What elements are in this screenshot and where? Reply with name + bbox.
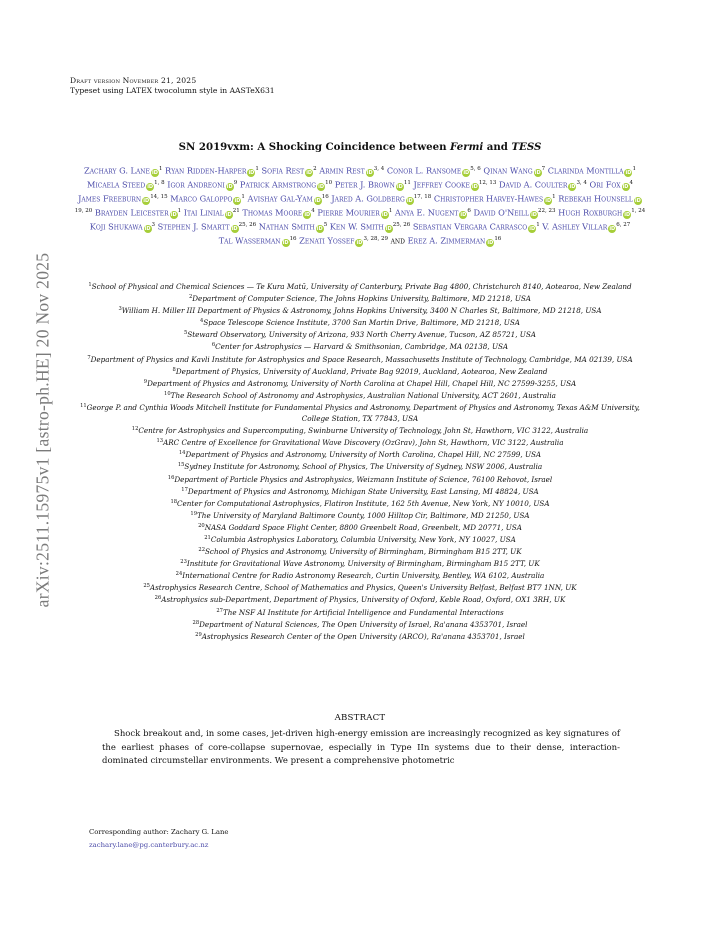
author-affiliation-marker: 4 — [311, 208, 315, 214]
orcid-icon[interactable]: iD — [366, 170, 373, 176]
affiliation-item — [70, 545, 650, 557]
author-affiliation-marker: 3, 28, 29 — [363, 236, 388, 242]
affiliation-item — [70, 569, 650, 581]
affiliation-number: 16 — [167, 474, 175, 481]
orcid-icon[interactable]: iD — [531, 212, 537, 218]
author-name[interactable]: Zachary G. Lane — [84, 165, 150, 176]
author-name[interactable]: Brayden Leicester — [94, 207, 169, 218]
orcid-icon[interactable]: iD — [396, 184, 403, 190]
affiliation-text: Department of Physics and Astronomy, University of North Carolina, Chapel Hill, NC 27599, USA — [185, 450, 542, 460]
author-affiliation-marker: 1, 8 — [154, 180, 165, 186]
orcid-icon[interactable]: iD — [152, 170, 158, 176]
affiliation-text: William H. Miller III Department of Physics & Astronomy, Johns Hopkins University, 3400 N Charles St, Baltimore, MD 21218, USA — [121, 306, 602, 316]
affiliation-text: George P. and Cynthia Woods Mitchell Institute for Fundamental Physics and Astronomy, Department of Physics and Astronomy, Texas A&M University, College Station, TX 77843, USA — [86, 402, 640, 424]
author-name[interactable]: Sofia Rest — [261, 165, 305, 176]
author-affiliation-marker: 17, 18 — [413, 194, 432, 200]
author-affiliation-marker: 9 — [233, 180, 238, 186]
affiliation-text: Space Telescope Science Institute, 3700 San Martin Drive, Baltimore, MD 21218, USA — [203, 318, 520, 328]
author-name[interactable]: Hugh Roxburgh — [558, 207, 623, 218]
orcid-icon[interactable]: iD — [622, 184, 629, 190]
affiliation-text: The Research School of Astronomy and Astrophysics, Australian National University, ACT 2601, Australia — [170, 390, 556, 400]
author-affiliation-marker: 16 — [321, 194, 329, 200]
affiliation-text: School of Physics and Astronomy, University of Birmingham, Birmingham B15 2TT, UK — [205, 547, 522, 557]
affiliation-item — [70, 606, 650, 618]
author-affiliation-marker: 5, 6 — [470, 166, 481, 172]
orcid-icon[interactable]: iD — [406, 198, 413, 204]
affiliation-item — [70, 509, 650, 521]
affiliation-number: 10 — [164, 390, 171, 397]
affiliation-item — [70, 448, 650, 460]
affiliation-item — [70, 316, 650, 328]
orcid-icon[interactable]: iD — [226, 184, 233, 190]
orcid-icon[interactable]: iD — [471, 184, 478, 190]
orcid-icon[interactable]: iD — [225, 212, 232, 218]
arxiv-stamp-text: arXiv:2511.15975v1 [astro-ph.HE] 20 Nov 2025 — [32, 252, 53, 608]
affiliation-number: 28 — [192, 619, 200, 626]
orcid-icon[interactable]: iD — [529, 226, 536, 232]
affiliation-number: 20 — [198, 522, 205, 529]
author-name[interactable]: Rebekah Hounsell — [558, 193, 633, 204]
author-affiliation-marker: 19, 20 — [74, 208, 93, 214]
affiliation-item — [70, 280, 650, 292]
corresponding-author-footnote — [89, 826, 229, 852]
orcid-icon[interactable]: iD — [624, 212, 631, 218]
affiliation-text: Department of Particle Physics and Astrophysics, Weizmann Institute of Science, 76100 Rehovot, Israel — [174, 474, 553, 484]
affiliation-item — [70, 473, 650, 485]
author-affiliation-marker: 11 — [403, 180, 411, 186]
author-name[interactable]: Erez A. Zimmerman — [407, 235, 486, 246]
author-name[interactable]: Marco Galoppo — [170, 193, 233, 204]
author-name[interactable]: Koji Shukawa — [89, 221, 143, 232]
author-list — [74, 163, 646, 247]
corresponding-author-email[interactable]: zachary.lane@pg.canterbury.ac.nz — [89, 841, 209, 849]
author-affiliation-marker: 12, 13 — [478, 180, 497, 186]
author-affiliation-marker: 1 — [158, 166, 163, 172]
author-affiliation-marker: 1 — [241, 194, 245, 200]
author-affiliation-marker: 3 — [151, 222, 156, 228]
orcid-icon[interactable]: iD — [147, 184, 154, 190]
affiliation-number: 17 — [181, 486, 188, 493]
author-affiliation-marker: 14, 15 — [150, 194, 168, 200]
author-name[interactable]: Tal Wasserman — [218, 235, 281, 246]
affiliation-item — [70, 424, 650, 436]
orcid-icon[interactable]: iD — [318, 184, 325, 190]
author-name[interactable]: Conor L. Ransome — [386, 165, 462, 176]
author-affiliation-marker: 21 — [232, 208, 240, 214]
author-name[interactable]: Thomas Moore — [242, 207, 303, 218]
affiliation-number: 8 — [172, 366, 176, 373]
author-affiliation-marker: 16 — [494, 236, 502, 242]
affiliation-item — [70, 618, 650, 630]
orcid-icon[interactable]: iD — [282, 240, 289, 246]
affiliation-item — [70, 401, 650, 424]
author-affiliation-marker: 1 — [552, 194, 556, 200]
affiliation-text: Department of Computer Science, The Johns Hopkins University, Baltimore, MD 21218, USA — [192, 294, 531, 304]
author-affiliation-marker: 1, 24 — [631, 208, 646, 214]
author-affiliation-marker: 1 — [177, 208, 182, 214]
author-name[interactable]: Ryan Ridden-Harper — [165, 165, 247, 176]
affiliation-item — [70, 533, 650, 545]
affiliation-item — [70, 436, 650, 448]
affiliation-text: International Centre for Radio Astronomy Research, Curtin University, Bentley, WA 6102, Australia — [182, 571, 545, 581]
orcid-icon[interactable]: iD — [545, 198, 552, 204]
author-affiliation-marker: 25, 26 — [238, 222, 257, 228]
orcid-icon[interactable]: iD — [460, 212, 467, 218]
affiliation-number: 26 — [154, 595, 162, 602]
author-affiliation-marker: 10 — [325, 180, 333, 186]
orcid-icon[interactable]: iD — [487, 240, 494, 246]
orcid-icon[interactable]: iD — [304, 212, 311, 218]
affiliation-text: Astrophysics Research Center of the Open University (ARCO), Ra'anana 4353701, Israel — [201, 631, 525, 641]
affiliation-number: 5 — [184, 330, 188, 337]
orcid-icon[interactable]: iD — [143, 198, 150, 204]
author-affiliation-marker: 1 — [632, 166, 636, 172]
affiliation-number: 6 — [211, 342, 216, 349]
author-name[interactable]: Igor Andreoni — [167, 179, 225, 190]
author-affiliation-marker: 2 — [313, 166, 317, 172]
author-name[interactable]: Ori Fox — [589, 179, 621, 190]
author-affiliation-marker: 6 — [467, 208, 471, 214]
orcid-icon[interactable]: iD — [609, 226, 616, 232]
author-name[interactable]: Qinan Wang — [483, 165, 533, 176]
affiliation-number: 1 — [88, 282, 92, 288]
affiliation-item — [70, 460, 650, 472]
orcid-icon[interactable]: iD — [231, 226, 238, 232]
affiliation-text: The NSF AI Institute for Artificial Intelligence and Fundamental Interactions — [222, 607, 504, 617]
affiliation-number: 27 — [216, 607, 223, 614]
affiliation-text: Columbia Astrophysics Laboratory, Columbia University, New York, NY 10027, USA — [210, 534, 516, 544]
author-affiliation-marker: 4 — [629, 180, 634, 186]
author-affiliation-marker: 6, 27 — [616, 222, 631, 228]
orcid-icon[interactable]: iD — [248, 170, 255, 176]
author-name[interactable]: Jared A. Goldberg — [331, 193, 405, 204]
affiliation-number: 22 — [198, 547, 205, 554]
orcid-icon[interactable]: iD — [234, 198, 241, 204]
affiliation-number: 2 — [188, 294, 193, 301]
affiliation-text: Institute for Gravitational Wave Astronomy, University of Birmingham, Birmingham B15 2TT, UK — [186, 559, 540, 569]
affiliation-item — [70, 485, 650, 497]
arxiv-stamp[interactable] — [31, 230, 55, 630]
orcid-icon[interactable]: iD — [316, 226, 323, 232]
affiliation-number: 4 — [200, 318, 204, 325]
author-name[interactable]: Itai Linial — [183, 207, 224, 218]
author-name[interactable]: Jeffrey Cooke — [413, 179, 470, 190]
author-name[interactable]: Nathan Smith — [258, 221, 315, 232]
affiliation-text: Department of Physics and Kavli Institute for Astrophysics and Space Research, Massachusetts Institute of Technology, Cambridge, MA 02139, USA — [90, 354, 633, 364]
author-name[interactable]: Clarinda Montilla — [547, 165, 624, 176]
orcid-icon[interactable]: iD — [170, 212, 177, 218]
affiliation-item — [70, 630, 650, 642]
author-name[interactable]: Anya E. Nugent — [394, 207, 459, 218]
orcid-icon[interactable]: iD — [381, 212, 388, 218]
author-name[interactable]: Stephen J. Smartt — [157, 221, 230, 232]
draft-version-line — [70, 76, 275, 86]
author-affiliation-marker: 22, 23 — [538, 208, 556, 214]
affiliation-number: 11 — [80, 402, 87, 409]
author-name[interactable]: Micaela Steed — [86, 179, 146, 190]
affiliation-number: 18 — [170, 498, 178, 505]
affiliation-text: School of Physical and Chemical Sciences — Te Kura Matū, University of Canterbury, Private Bag 4800, Christchurch 8140, Aotearoa, New Zealand — [91, 282, 632, 291]
author-affiliation-marker: 1 — [255, 166, 259, 172]
affiliation-text: Department of Physics, University of Auckland, Private Bag 92019, Auckland, Aotearoa, New Zealand — [175, 366, 548, 376]
and-word: and — [390, 235, 405, 246]
title-tess: TESS — [511, 141, 542, 153]
affiliation-item — [70, 557, 650, 569]
author-affiliation-marker: 25, 26 — [392, 222, 411, 228]
orcid-icon[interactable]: iD — [306, 170, 313, 176]
author-name[interactable]: Pierre Mourier — [317, 207, 380, 218]
author-affiliation-marker: 3, 4 — [373, 166, 385, 172]
affiliation-number: 7 — [87, 354, 91, 361]
affiliation-text: The University of Maryland Baltimore County, 1000 Hilltop Cir, Baltimore, MD 21250, USA — [197, 510, 530, 520]
author-affiliation-marker: 5 — [323, 222, 328, 228]
orcid-icon[interactable]: iD — [356, 240, 363, 246]
affiliation-number: 29 — [195, 631, 202, 638]
paper-title: SN 2019vxm: A Shocking Coincidence between Fermi and TESS — [178, 141, 542, 153]
orcid-icon[interactable]: iD — [463, 170, 470, 176]
orcid-icon[interactable]: iD — [634, 198, 641, 204]
affiliation-item — [70, 521, 650, 533]
affiliation-number: 13 — [156, 438, 164, 445]
author-name[interactable]: David O'Neill — [473, 207, 530, 218]
affiliation-item — [70, 389, 650, 401]
author-name[interactable]: Ken W. Smith — [329, 221, 384, 232]
affiliation-text: ARC Centre of Excellence for Gravitational Wave Discovery (OzGrav), John St, Hawthorn, VIC 3122, Australia — [163, 438, 564, 448]
author-name[interactable]: V. Ashley Villar — [542, 221, 608, 232]
affiliation-number: 21 — [204, 534, 211, 541]
draft-date: November 21, 2025 — [122, 76, 197, 85]
affiliation-text: Astrophysics Research Centre, School of Mathematics and Physics, Queen's University Belfast, Belfast BT7 1NN, UK — [149, 583, 577, 593]
author-name[interactable]: Christopher Harvey-Hawes — [433, 193, 544, 204]
affiliation-text: Sydney Institute for Astronomy, School of Physics, The University of Sydney, NSW 2006, Australia — [184, 462, 543, 472]
affiliation-item — [70, 497, 650, 509]
abstract-heading: ABSTRACT — [334, 713, 386, 723]
affiliation-text: Astrophysics sub-Department, Department of Physics, University of Oxford, Keble Road, Oxford, OX1 3RH, UK — [161, 595, 566, 605]
affiliation-text: Center for Computational Astrophysics, Flatiron Institute, 162 5th Avenue, New York, NY 10010, USA — [177, 498, 550, 508]
orcid-icon[interactable]: iD — [144, 226, 151, 232]
orcid-icon[interactable]: iD — [385, 226, 392, 232]
affiliation-list — [70, 280, 650, 642]
affiliation-item — [70, 353, 650, 365]
affiliation-number: 19 — [190, 510, 198, 517]
orcid-icon[interactable]: iD — [625, 170, 632, 176]
affiliation-item — [70, 340, 650, 352]
draft-prefix: Draft version — [70, 76, 121, 85]
affiliation-item — [70, 581, 650, 593]
affiliation-text: Centre for Astrophysics and Supercomputing, Swinburne University of Technology, John St, Hawthorn, VIC 3122, Australia — [138, 426, 589, 436]
title-fermi: Fermi — [450, 141, 484, 153]
affiliation-number: 9 — [143, 378, 148, 385]
affiliation-text: Department of Natural Sciences, The Open University of Israel, Ra'anana 4353701, Israel — [199, 619, 528, 629]
author-name[interactable]: Sebastian Vergara Carrasco — [412, 221, 528, 232]
draft-header — [70, 76, 275, 96]
affiliation-item — [70, 304, 650, 316]
corresponding-author-label: Corresponding author: Zachary G. Lane — [89, 828, 229, 836]
affiliation-text: NASA Goddard Space Flight Center, 8800 Greenbelt Road, Greenbelt, MD 20771, USA — [204, 522, 522, 532]
affiliation-number: 14 — [178, 450, 186, 457]
author-affiliation-marker: 7 — [541, 166, 546, 172]
affiliation-item — [70, 593, 650, 605]
affiliation-text: Steward Observatory, University of Arizona, 933 North Cherry Avenue, Tucson, AZ 85721, USA — [187, 330, 536, 340]
author-name[interactable]: Patrick Armstrong — [239, 179, 317, 190]
author-name[interactable]: Avishay Gal-Yam — [247, 193, 313, 204]
abstract-body: Shock breakout and, in some cases, jet-driven high-energy emission are increasingly recognized as key signatures of the earliest phases of core-collapse supernovae, especially in Type IIn systems due to their dense, interaction-dominated circumstellar environments. We present a comprehensive photometric — [102, 729, 620, 767]
affiliation-text: Department of Physics and Astronomy, University of North Carolina at Chapel Hill, Chapel Hill, NC 27599-3255, USA — [147, 378, 577, 388]
affiliation-item — [70, 377, 650, 389]
affiliation-text: Department of Physics and Astronomy, Michigan State University, East Lansing, MI 48824, USA — [187, 486, 539, 496]
author-affiliation-marker: 1 — [388, 208, 393, 214]
author-affiliation-marker: 3, 4 — [576, 180, 587, 186]
orcid-icon[interactable]: iD — [314, 198, 321, 204]
typeset-line: Typeset using LATEX twocolumn style in AASTeX631 — [70, 86, 275, 95]
orcid-icon[interactable]: iD — [569, 184, 576, 190]
author-name[interactable]: Armin Rest — [319, 165, 365, 176]
affiliation-item — [70, 292, 650, 304]
author-name[interactable]: David A. Coulter — [498, 179, 568, 190]
author-name[interactable]: James Freeburn — [78, 193, 142, 204]
affiliation-number: 25 — [143, 583, 150, 590]
author-name[interactable]: Zenati Yossef — [299, 235, 355, 246]
affiliation-number: 15 — [177, 462, 185, 469]
affiliation-number: 24 — [175, 571, 183, 578]
affiliation-number: 12 — [131, 426, 139, 433]
affiliation-text: Center for Astrophysics — Harvard & Smithsonian, Cambridge, MA 02138, USA — [215, 342, 509, 352]
affiliation-item — [70, 328, 650, 340]
author-name[interactable]: Peter J. Brown — [334, 179, 395, 190]
orcid-icon[interactable]: iD — [534, 170, 541, 176]
author-affiliation-marker: 1 — [536, 222, 540, 228]
affiliation-item — [70, 365, 650, 377]
affiliation-number: 3 — [118, 306, 122, 313]
author-affiliation-marker: 16 — [289, 236, 297, 242]
affiliation-number: 23 — [180, 559, 187, 566]
